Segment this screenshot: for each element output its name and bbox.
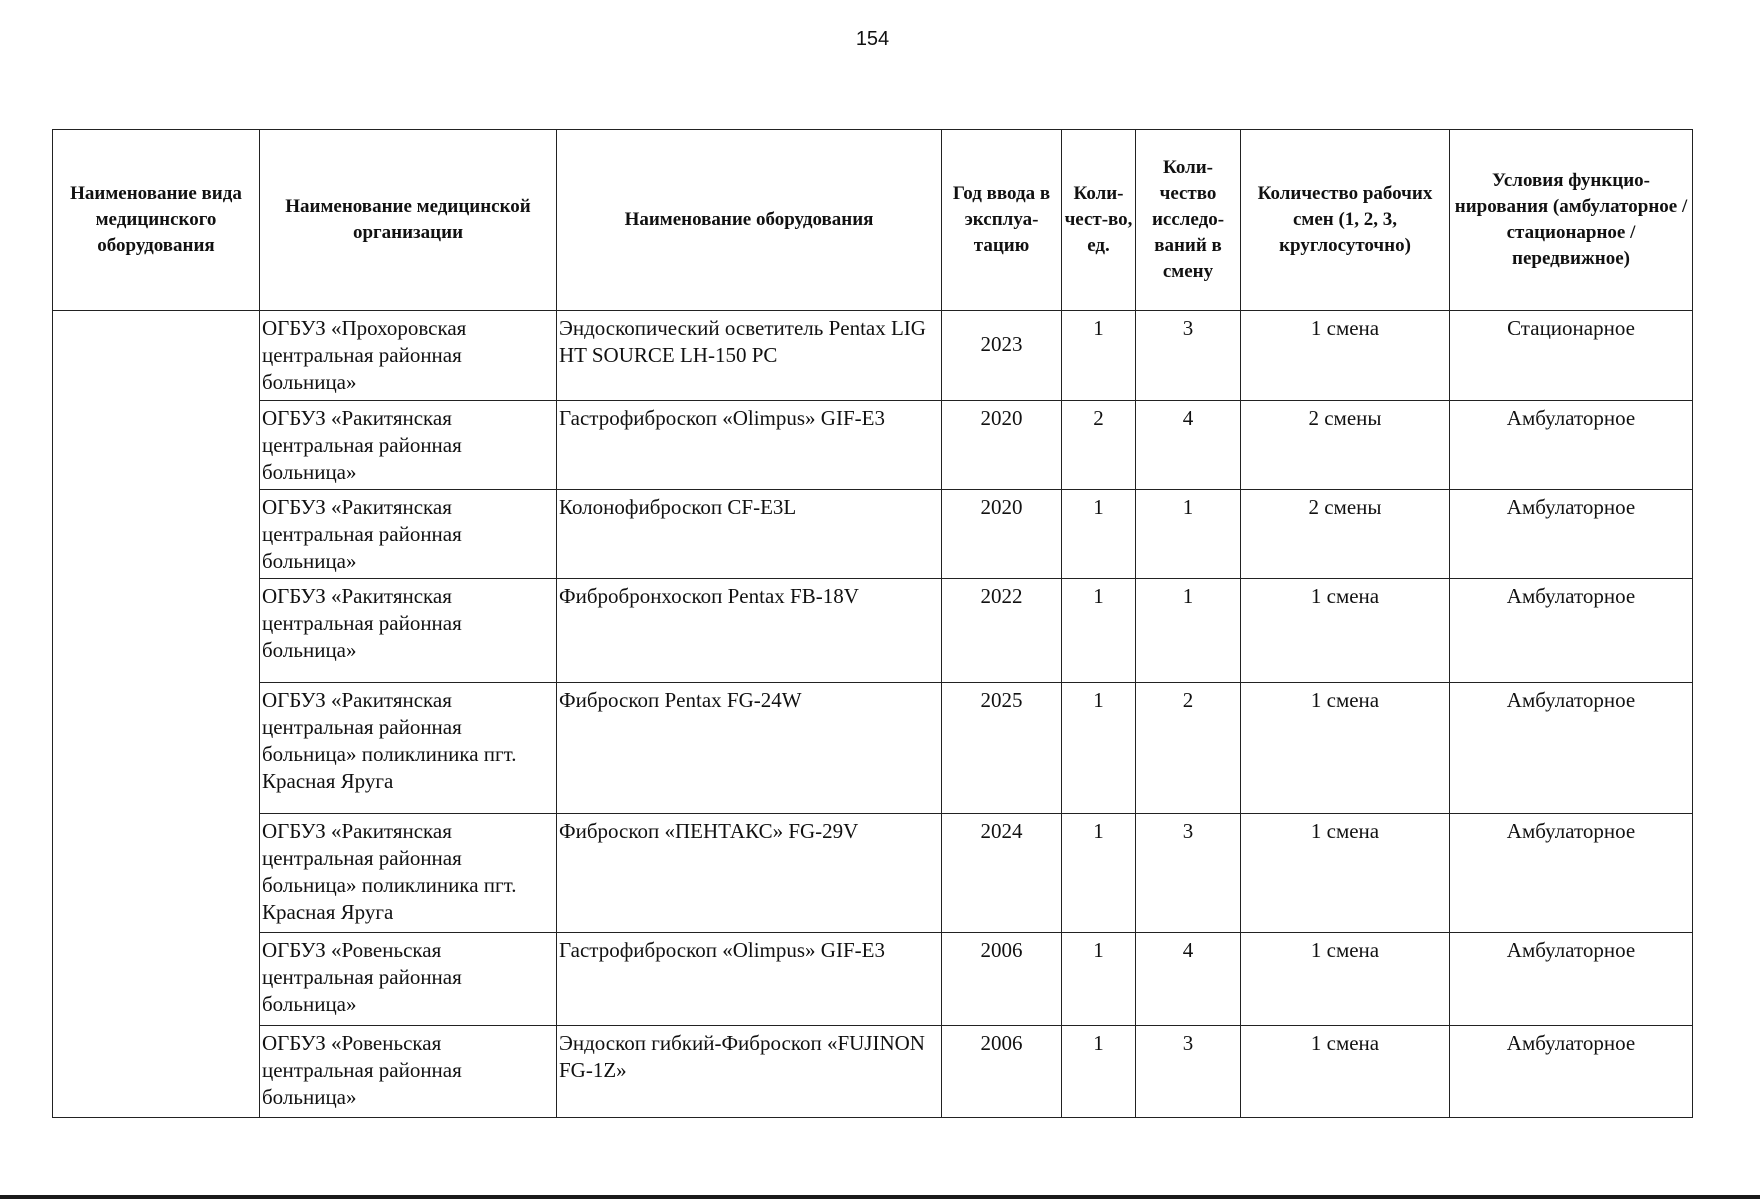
shifts-cell: 2 смены: [1241, 490, 1450, 579]
header-kind: Наименование вида медицинского оборудования: [53, 130, 260, 311]
kind-cell: [53, 311, 260, 1118]
year-cell: 2020: [942, 490, 1062, 579]
qty-cell: 1: [1062, 933, 1136, 1026]
qty-cell: 1: [1062, 683, 1136, 814]
table-row: [53, 311, 1693, 401]
equipment-cell: Фибробронхоскоп Pentax FB-18V: [557, 579, 942, 683]
year-cell: 2023: [942, 311, 1062, 401]
conditions-cell: Амбулаторное: [1450, 1026, 1693, 1118]
equipment-cell: Фиброскоп Pentax FG-24W: [557, 683, 942, 814]
studies-cell: 2: [1136, 683, 1241, 814]
qty-cell: 2: [1062, 401, 1136, 490]
year-cell: 2022: [942, 579, 1062, 683]
table-header-row: [53, 130, 1693, 311]
shifts-cell: 1 смена: [1241, 579, 1450, 683]
org-cell: ОГБУЗ «Ракитянская центральная районная больница»: [260, 579, 557, 683]
qty-cell: 1: [1062, 311, 1136, 401]
header-qty: Коли-чест-во, ед.: [1062, 130, 1136, 311]
table-row: [53, 1026, 1693, 1118]
table-row: [53, 490, 1693, 579]
studies-cell: 3: [1136, 311, 1241, 401]
shifts-cell: 1 смена: [1241, 311, 1450, 401]
qty-cell: 1: [1062, 579, 1136, 683]
conditions-cell: Амбулаторное: [1450, 933, 1693, 1026]
org-cell: ОГБУЗ «Ракитянская центральная районная больница» поликлиника пгт. Красная Яруга: [260, 814, 557, 933]
table-row: [53, 579, 1693, 683]
header-conditions: Условия функцио-нирования (амбулаторное / стационарное / передвижное): [1450, 130, 1693, 311]
conditions-cell: Стационарное: [1450, 311, 1693, 401]
org-cell: ОГБУЗ «Прохоровская центральная районная больница»: [260, 311, 557, 401]
equipment-table: [52, 129, 1693, 1118]
year-cell: 2020: [942, 401, 1062, 490]
header-shifts: Количество рабочих смен (1, 2, 3, круглосуточно): [1241, 130, 1450, 311]
header-org: Наименование медицинской организации: [260, 130, 557, 311]
studies-cell: 4: [1136, 933, 1241, 1026]
shifts-cell: 1 смена: [1241, 814, 1450, 933]
year-cell: 2025: [942, 683, 1062, 814]
shifts-cell: 2 смены: [1241, 401, 1450, 490]
year-cell: 2006: [942, 933, 1062, 1026]
studies-cell: 3: [1136, 814, 1241, 933]
equipment-cell: Гастрофиброскоп «Olimpus» GIF-E3: [557, 933, 942, 1026]
equipment-cell: Эндоскоп гибкий-Фиброскоп «FUJINON FG-1Z»: [557, 1026, 942, 1118]
equipment-cell: Фиброскоп «ПЕНТАКС» FG-29V: [557, 814, 942, 933]
org-cell: ОГБУЗ «Ракитянская центральная районная больница» поликлиника пгт. Красная Яруга: [260, 683, 557, 814]
conditions-cell: Амбулаторное: [1450, 401, 1693, 490]
org-cell: ОГБУЗ «Ровеньская центральная районная больница»: [260, 1026, 557, 1118]
shifts-cell: 1 смена: [1241, 683, 1450, 814]
conditions-cell: Амбулаторное: [1450, 814, 1693, 933]
studies-cell: 4: [1136, 401, 1241, 490]
bottom-rule: [0, 1195, 1760, 1199]
studies-cell: 3: [1136, 1026, 1241, 1118]
qty-cell: 1: [1062, 1026, 1136, 1118]
table-row: [53, 683, 1693, 814]
shifts-cell: 1 смена: [1241, 933, 1450, 1026]
equipment-cell: Гастрофиброскоп «Olimpus» GIF-E3: [557, 401, 942, 490]
studies-cell: 1: [1136, 579, 1241, 683]
studies-cell: 1: [1136, 490, 1241, 579]
year-cell: 2024: [942, 814, 1062, 933]
table-row: [53, 401, 1693, 490]
org-cell: ОГБУЗ «Ровеньская центральная районная больница»: [260, 933, 557, 1026]
conditions-cell: Амбулаторное: [1450, 683, 1693, 814]
year-cell: 2006: [942, 1026, 1062, 1118]
header-year: Год ввода в эксплуа-тацию: [942, 130, 1062, 311]
org-cell: ОГБУЗ «Ракитянская центральная районная больница»: [260, 490, 557, 579]
qty-cell: 1: [1062, 490, 1136, 579]
equipment-cell: Колонофиброскоп CF-E3L: [557, 490, 942, 579]
shifts-cell: 1 смена: [1241, 1026, 1450, 1118]
header-studies: Коли-чество исследо-ваний в смену: [1136, 130, 1241, 311]
org-cell: ОГБУЗ «Ракитянская центральная районная больница»: [260, 401, 557, 490]
table-row: [53, 814, 1693, 933]
page-number: 154: [855, 28, 890, 50]
conditions-cell: Амбулаторное: [1450, 579, 1693, 683]
conditions-cell: Амбулаторное: [1450, 490, 1693, 579]
equipment-cell: Эндоскопический осветитель Pentax LIG HT SOURCE LH-150 PC: [557, 311, 942, 401]
header-equipment: Наименование оборудования: [557, 130, 942, 311]
qty-cell: 1: [1062, 814, 1136, 933]
table-row: [53, 933, 1693, 1026]
